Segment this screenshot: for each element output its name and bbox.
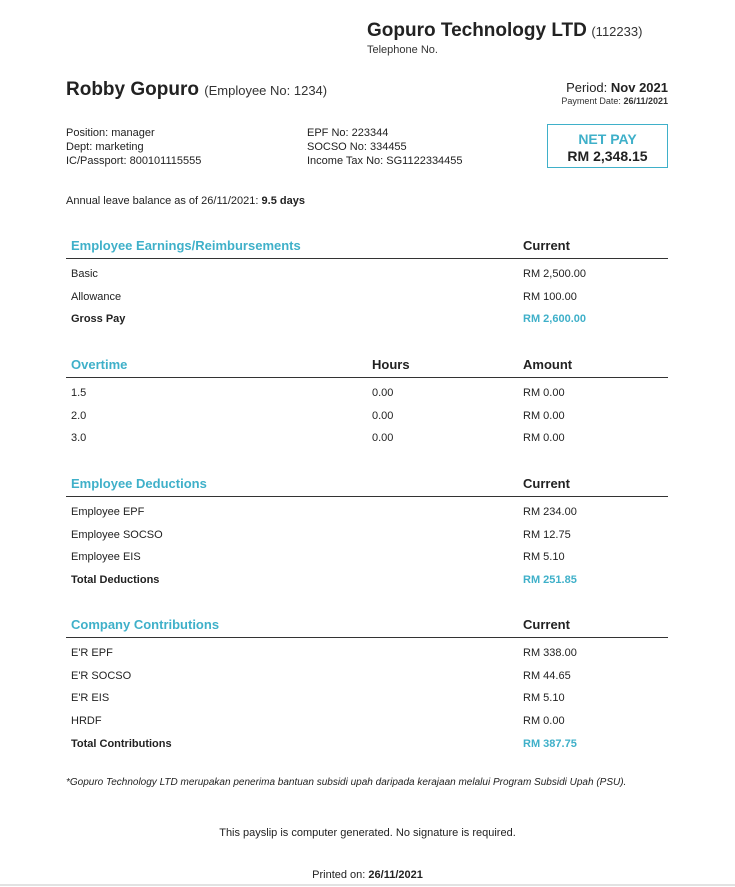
overtime-header (66, 353, 668, 378)
earnings-col-current: Current (523, 238, 570, 253)
employee-name: Robby Gopuro (66, 79, 199, 100)
period-value: Nov 2021 (610, 80, 668, 95)
overtime-amount: RM 0.00 (523, 387, 565, 399)
table-row (66, 404, 668, 427)
overtime-hours: 0.00 (372, 432, 394, 445)
deduction-value: RM 12.75 (523, 528, 571, 541)
deduction-label: Employee EIS (71, 551, 141, 564)
net-pay-box (547, 124, 668, 168)
table-row (66, 641, 668, 664)
total-deductions-label: Total Deductions (71, 574, 160, 587)
total-contributions-label: Total Contributions (71, 737, 172, 750)
contributions-col-current: Current (523, 617, 570, 632)
payment-date-label: Payment Date: (561, 96, 621, 106)
overtime-title: Overtime (71, 357, 128, 372)
company-name: Gopuro Technology LTD (367, 20, 587, 41)
contribution-label: E'R SOCSO (71, 669, 132, 682)
earning-value: RM 2,500.00 (523, 268, 586, 280)
table-row (66, 285, 668, 308)
company-registration: (112233) (591, 24, 643, 39)
gross-pay-row (66, 307, 668, 330)
contribution-value: RM 0.00 (523, 715, 565, 728)
contribution-label: E'R EIS (71, 692, 110, 705)
deduction-label: Employee EPF (71, 506, 145, 518)
table-row (66, 523, 668, 546)
employee-ic: IC/Passport: 800101115555 (66, 155, 202, 167)
period-line (561, 80, 668, 95)
overtime-section (66, 353, 668, 449)
total-contributions-value: RM 387.75 (523, 737, 577, 750)
deduction-label: Employee SOCSO (71, 528, 163, 541)
contribution-label: E'R EPF (71, 647, 113, 659)
contribution-value: RM 338.00 (523, 647, 577, 659)
gross-pay-value: RM 2,600.00 (523, 313, 586, 326)
employee-tax-no: Income Tax No: SG1122334455 (307, 155, 463, 167)
printed-on-value: 26/11/2021 (368, 869, 423, 881)
subsidy-footnote: *Gopuro Technology LTD merupakan penerima bantuan subsidi upah daripada kerajaan melalui Program Subsidi Upah (PSU). (66, 777, 627, 788)
table-row (66, 686, 668, 709)
employee-position: Position: manager (66, 127, 155, 139)
employee-info-statutory (307, 126, 463, 168)
bottom-divider (0, 884, 735, 886)
contribution-value: RM 44.65 (523, 669, 571, 682)
payment-date-value: 26/11/2021 (623, 96, 668, 106)
contributions-title: Company Contributions (71, 617, 220, 632)
overtime-amount: RM 0.00 (523, 432, 565, 445)
overtime-rate: 3.0 (71, 432, 87, 445)
leave-balance (66, 195, 305, 207)
computer-generated-note: This payslip is computer generated. No signature is required. (219, 827, 516, 839)
contributions-header (66, 613, 668, 638)
leave-balance-value: 9.5 days (261, 195, 305, 207)
employee-number: (Employee No: 1234) (204, 83, 328, 98)
company-title (367, 20, 642, 42)
leave-balance-label: Annual leave balance as of 26/11/2021: (66, 195, 259, 207)
deductions-col-current: Current (523, 476, 570, 491)
deduction-value: RM 234.00 (523, 506, 577, 518)
earning-value: RM 100.00 (523, 290, 577, 303)
period-label: Period: (566, 80, 608, 95)
table-row (66, 664, 668, 687)
gross-pay-label: Gross Pay (71, 313, 126, 326)
overtime-amount: RM 0.00 (523, 409, 565, 422)
earnings-title: Employee Earnings/Reimbursements (71, 238, 301, 253)
deductions-section (66, 472, 668, 591)
overtime-col-hours: Hours (372, 357, 410, 372)
contribution-label: HRDF (71, 715, 102, 728)
overtime-hours: 0.00 (372, 387, 394, 399)
total-deductions-row (66, 568, 668, 591)
earnings-section (66, 234, 668, 330)
deductions-title: Employee Deductions (71, 476, 207, 491)
table-row (66, 262, 668, 285)
net-pay-label: NET PAY (578, 131, 637, 147)
employee-info-left (66, 126, 201, 168)
employee-socso-no: SOCSO No: 334455 (307, 141, 407, 153)
company-header (367, 20, 642, 56)
table-row (66, 426, 668, 449)
net-pay-value: RM 2,348.15 (567, 148, 648, 164)
company-telephone: Telephone No. (367, 44, 438, 56)
pay-period (561, 80, 668, 106)
table-row (66, 709, 668, 732)
payment-date-line (561, 96, 668, 106)
earning-label: Allowance (71, 290, 122, 303)
earnings-header (66, 234, 668, 259)
table-row (66, 381, 668, 404)
contributions-section (66, 613, 668, 754)
total-deductions-value: RM 251.85 (523, 574, 577, 587)
deduction-value: RM 5.10 (523, 551, 565, 564)
total-contributions-row (66, 732, 668, 755)
employee-epf-no: EPF No: 223344 (307, 127, 389, 139)
employee-heading (66, 79, 327, 101)
employee-dept: Dept: marketing (66, 141, 144, 153)
overtime-hours: 0.00 (372, 409, 394, 422)
contribution-value: RM 5.10 (523, 692, 565, 705)
printed-on (0, 869, 735, 881)
overtime-col-amount: Amount (523, 357, 573, 372)
overtime-rate: 2.0 (71, 409, 87, 422)
deductions-header (66, 472, 668, 497)
printed-on-label: Printed on: (312, 869, 366, 881)
overtime-rate: 1.5 (71, 387, 87, 399)
earning-label: Basic (71, 268, 98, 280)
table-row (66, 500, 668, 523)
table-row (66, 545, 668, 568)
